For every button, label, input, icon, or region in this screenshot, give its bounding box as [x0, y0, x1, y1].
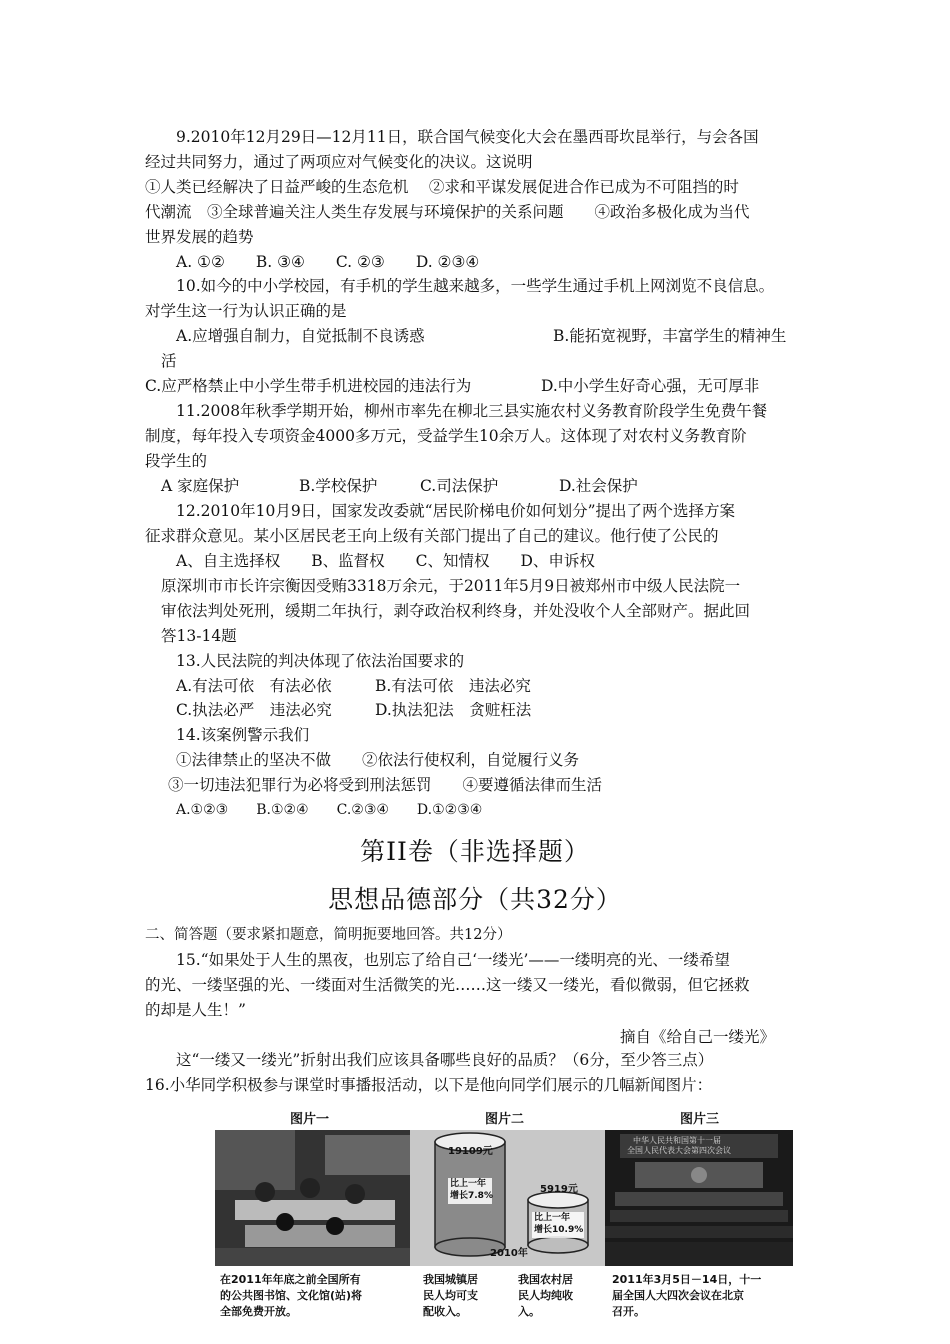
caption-2a-line-3: 配收入。	[423, 1305, 467, 1318]
urban-growth-b: 增长7.8%	[450, 1191, 493, 1201]
picture-2-photo	[410, 1130, 605, 1266]
q11-line-1: 11.2008年秋季学期开始，柳州市率先在柳北三县实施农村义务教育阶段学生免费午餐	[176, 402, 768, 420]
q13-stem: 13.人民法院的判决体现了依法治国要求的	[176, 652, 465, 670]
q9-line-1: 9.2010年12月29日—12月11日，联合国气候变化大会在墨西哥坎昆举行，与会各国	[176, 128, 759, 146]
q13-option-d: D.执法犯法 贪赃枉法	[375, 701, 532, 719]
q14-line-2: ③一切违法犯罪行为必将受到刑法惩罚 ④要遵循法律而生活	[168, 776, 603, 794]
caption-2b-line-2: 民人均纯收	[518, 1289, 573, 1302]
picture-1-title: 图片一	[290, 1112, 330, 1127]
q12-options: A、自主选择权 B、监督权 C、知情权 D、申诉权	[176, 552, 595, 570]
q10-option-c: C.应严格禁止中小学生带手机进校园的违法行为	[145, 377, 472, 395]
q14-stem: 14.该案例警示我们	[176, 726, 310, 744]
urban-income-value: 19109元	[448, 1146, 493, 1157]
q12-line-2: 征求群众意见。某小区居民老王向上级有关部门提出了自己的建议。他行使了公民的	[145, 527, 719, 545]
q13-option-a: A.有法可依 有法必依	[176, 677, 332, 695]
q13-option-c: C.执法必严 违法必究	[176, 701, 332, 719]
q15-line-2: 的光、一缕坚强的光、一缕面对生活微笑的光……这一缕又一缕光，看似微弱，但它拯救	[145, 976, 750, 994]
case-line-3: 答13-14题	[161, 627, 237, 645]
q11-option-b: B.学校保护	[299, 477, 378, 495]
q10-option-b-cont: 活	[161, 352, 177, 370]
q15-source: 摘自《给自己一缕光》	[619, 1028, 775, 1046]
q11-option-c: C.司法保护	[420, 477, 499, 495]
q10-option-a: A.应增强自制力，自觉抵制不良诱惑	[176, 327, 425, 345]
q11-line-2: 制度，每年投入专项资金4000多万元，受益学生10余万人。这体现了对农村义务教育阶	[145, 427, 747, 445]
q11-option-a: A 家庭保护	[161, 477, 240, 495]
picture-3-title: 图片三	[680, 1112, 720, 1127]
section-subtitle: 思想品德部分（共32分）	[328, 885, 622, 914]
caption-2a-line-2: 民人均可支	[423, 1289, 478, 1302]
caption-1-line-1: 在2011年年底之前全国所有	[220, 1273, 361, 1286]
q14-line-1: ①法律禁止的坚决不做 ②依法行使权利，自觉履行义务	[176, 751, 580, 769]
q9-line-5: 世界发展的趋势	[145, 228, 254, 246]
q14-options: A.①②③ B.①②④ C.②③④ D.①②③④	[176, 802, 483, 818]
q11-line-3: 段学生的	[145, 452, 208, 470]
caption-1-line-3: 全部免费开放。	[220, 1305, 297, 1318]
q9-line-3: ①人类已经解决了日益严峻的生态危机 ②求和平谋发展促进合作已成为不可阻挡的时	[145, 178, 739, 196]
caption-2b-line-3: 入。	[518, 1305, 540, 1318]
caption-2b-line-1: 我国农村居	[518, 1273, 573, 1286]
banner-line-b: 全国人民代表大会第四次会议	[627, 1146, 731, 1155]
q10-option-d: D.中小学生好奇心强，无可厚非	[541, 377, 760, 395]
caption-2a-line-1: 我国城镇居	[423, 1273, 478, 1286]
q10-line-1: 10.如今的中小学校园，有手机的学生越来越多，一些学生通过手机上网浏览不良信息。	[176, 277, 775, 295]
picture-2-title: 图片二	[485, 1112, 525, 1127]
q9-line-2: 经过共同努力，通过了两项应对气候变化的决议。这说明	[145, 153, 533, 171]
rural-growth-a: 比上一年	[534, 1213, 571, 1223]
banner-line-a: 中华人民共和国第十一届	[633, 1136, 721, 1145]
q11-option-d: D.社会保护	[559, 477, 638, 495]
q15-line-1: 15.“如果处于人生的黑夜，也别忘了给自己‘一缕光’——一缕明亮的光、一缕希望	[176, 951, 730, 969]
urban-growth-a: 比上一年	[450, 1179, 487, 1189]
library-scene-image	[215, 1130, 410, 1266]
case-line-1: 原深圳市市长许宗衡因受贿3318万余元，于2011年5月9日被郑州市中级人民法院一	[161, 577, 741, 595]
year-label: 2010年	[490, 1248, 528, 1259]
caption-1-line-2: 的公共图书馆、文化馆(站)将	[220, 1289, 363, 1302]
q10-line-2: 对学生这一行为认识正确的是	[145, 302, 347, 320]
section-title: 第II卷（非选择题）	[360, 837, 590, 866]
short-answer-heading: 二、简答题（要求紧扣题意，简明扼要地回答。共12分）	[145, 927, 512, 943]
q13-option-b: B.有法可依 违法必究	[375, 677, 531, 695]
q16-stem: 16.小华同学积极参与课堂时事播报活动，以下是他向同学们展示的几幅新闻图片：	[145, 1076, 713, 1094]
picture-3-photo	[605, 1130, 793, 1266]
case-line-2: 审依法判处死刑，缓期二年执行，剥夺政治权利终身，并处没收个人全部财产。据此回	[161, 602, 751, 620]
q9-options: A. ①② B. ③④ C. ②③ D. ②③④	[176, 253, 480, 271]
q15-line-3: 的却是人生！”	[145, 1001, 246, 1019]
caption-3-line-1: 2011年3月5日－14日，十一	[612, 1273, 762, 1286]
caption-3-line-3: 召开。	[612, 1305, 645, 1318]
rural-income-value: 5919元	[540, 1184, 578, 1195]
q10-option-b: B.能拓宽视野，丰富学生的精神生	[553, 327, 787, 345]
q15-question: 这“一缕又一缕光”折射出我们应该具备哪些良好的品质？（6分，至少答三点）	[176, 1051, 714, 1069]
rural-growth-b: 增长10.9%	[534, 1225, 584, 1235]
q12-line-1: 12.2010年10月9日，国家发改委就“居民阶梯电价如何划分”提出了两个选择方案	[176, 502, 736, 520]
picture-1-photo	[215, 1130, 410, 1266]
caption-3-line-2: 届全国人大四次会议在北京	[612, 1289, 744, 1302]
q9-line-4: 代潮流 ③全球普遍关注人类生存发展与环境保护的关系问题 ④政治多极化成为当代	[145, 203, 750, 221]
